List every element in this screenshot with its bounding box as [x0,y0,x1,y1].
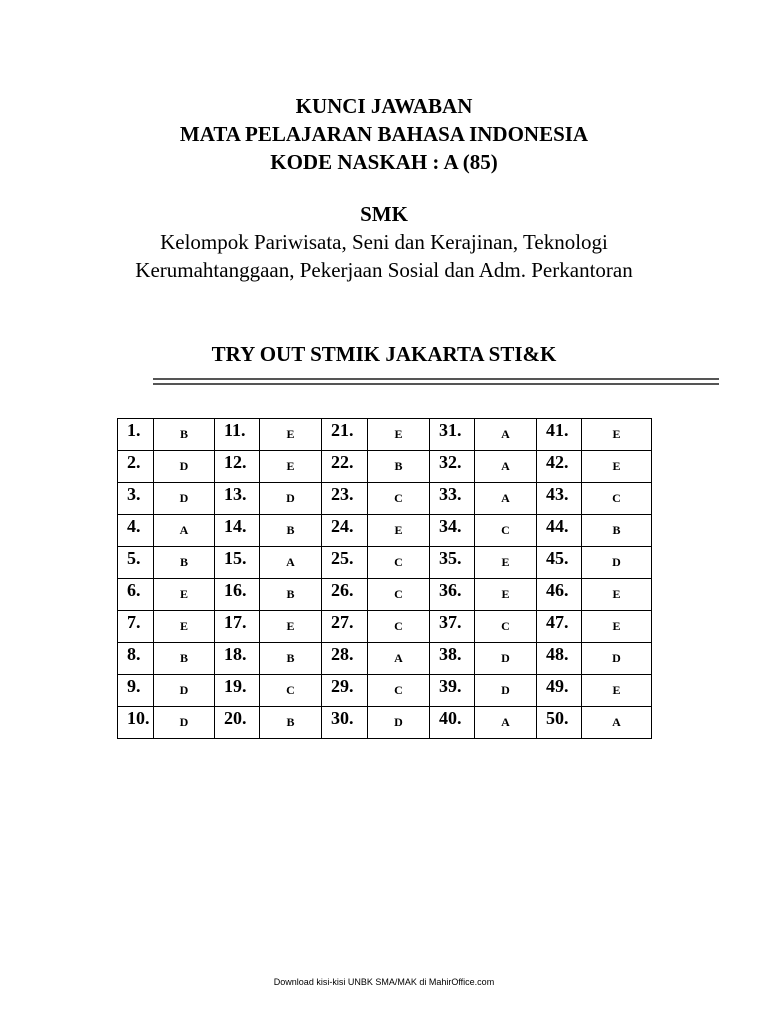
question-number: 3. [118,483,154,515]
question-number: 2. [118,451,154,483]
answer-letter: E [368,515,430,547]
title-block [0,92,768,176]
answer-letter: D [260,483,322,515]
question-number: 19. [215,675,260,707]
question-number: 14. [215,515,260,547]
question-number: 24. [322,515,368,547]
question-number: 37. [430,611,475,643]
answer-letter: C [368,611,430,643]
question-number: 38. [430,643,475,675]
answer-letter: C [260,675,322,707]
program-block [0,200,768,284]
answer-letter: C [582,483,652,515]
question-number: 27. [322,611,368,643]
question-number: 5. [118,547,154,579]
answer-letter: B [154,643,215,675]
question-number: 41. [537,419,582,451]
answer-letter: B [154,419,215,451]
question-number: 45. [537,547,582,579]
question-number: 20. [215,707,260,739]
answer-letter: A [368,643,430,675]
answer-letter: C [368,675,430,707]
answer-letter: D [154,451,215,483]
table-row [118,579,652,611]
question-number: 33. [430,483,475,515]
question-number: 13. [215,483,260,515]
question-number: 29. [322,675,368,707]
question-number: 21. [322,419,368,451]
question-number: 35. [430,547,475,579]
answer-letter: C [475,611,537,643]
table-row [118,483,652,515]
table-row [118,675,652,707]
question-number: 44. [537,515,582,547]
answer-letter: B [260,707,322,739]
question-number: 12. [215,451,260,483]
question-number: 28. [322,643,368,675]
subject-title: MATA PELAJARAN BAHASA INDONESIA [179,122,589,146]
question-number: 46. [537,579,582,611]
answer-letter: B [260,643,322,675]
question-number: 34. [430,515,475,547]
question-number: 26. [322,579,368,611]
answer-letter: E [582,611,652,643]
question-number: 1. [118,419,154,451]
table-row [118,611,652,643]
answer-letter: E [582,579,652,611]
question-number: 16. [215,579,260,611]
question-number: 43. [537,483,582,515]
question-number: 22. [322,451,368,483]
question-number: 32. [430,451,475,483]
answer-letter: D [154,707,215,739]
question-number: 18. [215,643,260,675]
answer-letter: D [475,643,537,675]
answer-letter: E [260,451,322,483]
question-number: 30. [322,707,368,739]
question-number: 6. [118,579,154,611]
answer-letter: D [154,483,215,515]
table-row [118,547,652,579]
double-divider [153,378,719,385]
question-number: 42. [537,451,582,483]
answer-letter: D [368,707,430,739]
question-number: 49. [537,675,582,707]
question-number: 8. [118,643,154,675]
exam-code: KODE NASKAH : A (85) [270,150,498,174]
question-number: 11. [215,419,260,451]
question-number: 50. [537,707,582,739]
answer-letter: E [582,419,652,451]
answer-letter: A [475,707,537,739]
question-number: 10. [118,707,154,739]
answer-key-body [118,419,652,739]
table-row [118,643,652,675]
answer-letter: A [475,451,537,483]
question-number: 23. [322,483,368,515]
answer-letter: D [582,547,652,579]
answer-letter: A [475,419,537,451]
tryout-title: TRY OUT STMIK JAKARTA STI&K [211,342,557,366]
answer-letter: E [368,419,430,451]
answer-letter: B [260,579,322,611]
answer-letter: E [475,547,537,579]
question-number: 48. [537,643,582,675]
table-row [118,451,652,483]
answer-letter: E [154,611,215,643]
answer-letter: C [475,515,537,547]
answer-letter: B [582,515,652,547]
answer-letter: C [368,547,430,579]
table-row [118,515,652,547]
answer-letter: C [368,483,430,515]
program-group-line-1: Kelompok Pariwisata, Seni dan Kerajinan, Teknologi [160,230,608,254]
answer-key-table [117,418,652,739]
program-group-line-2: Kerumahtanggaan, Pekerjaan Sosial dan Adm. Perkantoran [135,258,633,282]
question-number: 25. [322,547,368,579]
answer-letter: E [475,579,537,611]
answer-letter: B [260,515,322,547]
answer-letter: A [260,547,322,579]
question-number: 39. [430,675,475,707]
question-number: 36. [430,579,475,611]
answer-letter: E [260,611,322,643]
answer-letter: E [154,579,215,611]
question-number: 47. [537,611,582,643]
answer-letter: E [260,419,322,451]
question-number: 15. [215,547,260,579]
question-number: 40. [430,707,475,739]
answer-letter: A [154,515,215,547]
answer-letter: B [368,451,430,483]
answer-letter: D [154,675,215,707]
table-row [118,707,652,739]
footer-note: Download kisi-kisi UNBK SMA/MAK di MahirOffice.com [273,977,495,987]
program-heading: SMK [360,202,408,226]
answer-letter: C [368,579,430,611]
answer-letter: D [582,643,652,675]
answer-letter: B [154,547,215,579]
question-number: 4. [118,515,154,547]
question-number: 9. [118,675,154,707]
answer-letter: A [582,707,652,739]
question-number: 7. [118,611,154,643]
answer-letter: E [582,451,652,483]
answer-letter: A [475,483,537,515]
document-title: KUNCI JAWABAN [295,94,473,118]
answer-letter: E [582,675,652,707]
table-row [118,419,652,451]
answer-letter: D [475,675,537,707]
question-number: 17. [215,611,260,643]
question-number: 31. [430,419,475,451]
